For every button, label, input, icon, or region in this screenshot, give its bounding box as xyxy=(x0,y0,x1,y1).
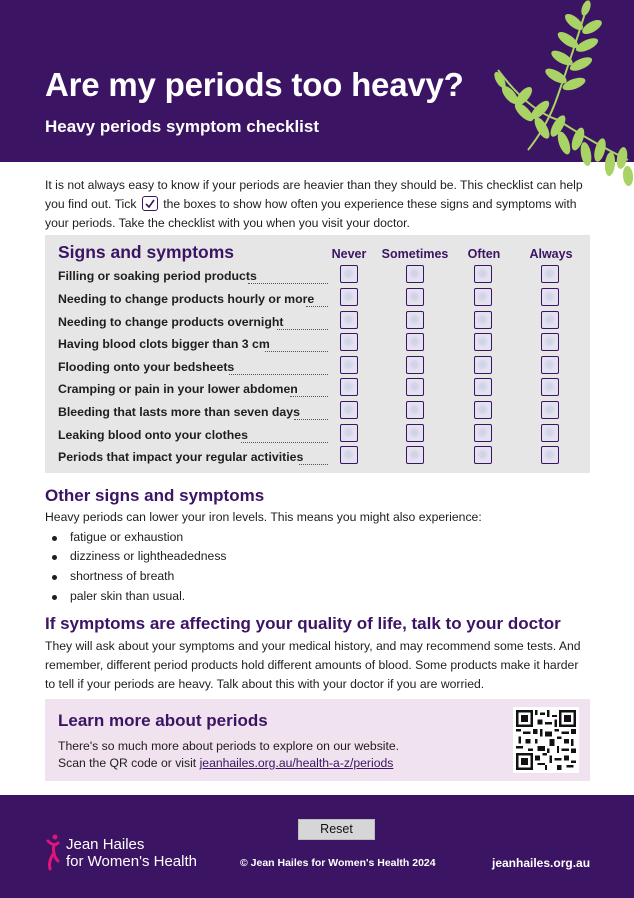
checkbox-row7-always[interactable] xyxy=(541,401,559,419)
checkbox-row4-often[interactable] xyxy=(474,333,492,351)
checkbox-row9-sometimes[interactable] xyxy=(406,446,424,464)
checkbox-row5-sometimes[interactable] xyxy=(406,356,424,374)
quality-of-life-text: They will ask about your symptoms and your medical history, and may recommend some tests. And remember, different period products hold different amounts of blood. Some products make it harder to tell if your periods are heavy. Talk about this with your doctor if you are worried. xyxy=(45,639,581,691)
page-title: Are my periods too heavy? xyxy=(45,66,464,103)
list-item: fatigue or exhaustion xyxy=(52,530,183,544)
checkbox-row9-always[interactable] xyxy=(541,446,559,464)
intro-text-2: the boxes to show how often you experience these signs and symptoms with your periods. Take the checklist with you when you visit your doctor. xyxy=(45,197,577,230)
checkbox-row8-always[interactable] xyxy=(541,424,559,442)
list-item: dizziness or lightheadedness xyxy=(52,549,227,563)
checkbox-row3-often[interactable] xyxy=(474,311,492,329)
checklist-title: Signs and symptoms xyxy=(58,242,235,262)
learn-more-panel xyxy=(45,699,590,781)
column-header-often: Often xyxy=(467,247,501,261)
checkbox-row4-sometimes[interactable] xyxy=(406,333,424,351)
checkbox-row5-never[interactable] xyxy=(340,356,358,374)
checkbox-row6-never[interactable] xyxy=(340,378,358,396)
intro-paragraph xyxy=(45,176,595,233)
symptom-label: Flooding onto your bedsheets xyxy=(58,360,235,374)
symptom-label: Needing to change products hourly or more xyxy=(58,292,315,306)
checkbox-row3-always[interactable] xyxy=(541,311,559,329)
checkbox-row3-never[interactable] xyxy=(340,311,358,329)
checkbox-row1-always[interactable] xyxy=(541,265,559,283)
checkbox-row8-often[interactable] xyxy=(474,424,492,442)
other-signs-text: Heavy periods can lower your iron levels. This means you might also experience: xyxy=(45,510,482,524)
checkbox-row1-sometimes[interactable] xyxy=(406,265,424,283)
symptom-label: Bleeding that lasts more than seven days xyxy=(58,405,300,419)
periods-link[interactable]: jeanhailes.org.au/health-a-z/periods xyxy=(199,756,394,770)
website-link[interactable]: jeanhailes.org.au xyxy=(492,856,591,870)
checkbox-row2-sometimes[interactable] xyxy=(406,288,424,306)
checkbox-row5-always[interactable] xyxy=(541,356,559,374)
symptom-label: Leaking blood onto your clothes xyxy=(58,428,248,442)
checkbox-row4-never[interactable] xyxy=(340,333,358,351)
checkbox-row7-never[interactable] xyxy=(340,401,358,419)
list-item: paler skin than usual. xyxy=(52,589,185,603)
leader-dots xyxy=(248,283,328,284)
symptom-label: Periods that impact your regular activities xyxy=(58,450,304,464)
symptom-label: Filling or soaking period products xyxy=(58,269,257,283)
checkbox-row5-often[interactable] xyxy=(474,356,492,374)
checkbox-row1-often[interactable] xyxy=(474,265,492,283)
qr-code xyxy=(513,707,579,773)
checkbox-row7-often[interactable] xyxy=(474,401,492,419)
column-header-sometimes: Sometimes xyxy=(381,247,449,261)
checkbox-row9-never[interactable] xyxy=(340,446,358,464)
copyright-text: © Jean Hailes for Women's Health 2024 xyxy=(240,857,436,869)
leader-dots xyxy=(265,351,328,352)
checkbox-row7-sometimes[interactable] xyxy=(406,401,424,419)
checkbox-row8-sometimes[interactable] xyxy=(406,424,424,442)
learn-more-text xyxy=(58,738,399,772)
checkbox-row6-sometimes[interactable] xyxy=(406,378,424,396)
learn-more-line2: Scan the QR code or visit jeanhailes.org.au/health-a-z/periods xyxy=(58,756,394,770)
symptom-label: Having blood clots bigger than 3 cm xyxy=(58,337,270,351)
leader-dots xyxy=(290,396,328,397)
intro-text-1: It is not always easy to know if your periods are heavier than they should be. This checklist can help you find out. Tick xyxy=(45,178,583,211)
checkbox-row2-often[interactable] xyxy=(474,288,492,306)
leader-dots xyxy=(294,419,328,420)
leader-dots xyxy=(277,329,328,330)
leader-dots xyxy=(241,442,328,443)
list-item: shortness of breath xyxy=(52,569,174,583)
learn-more-heading: Learn more about periods xyxy=(58,711,268,730)
fern-leaves-icon xyxy=(488,0,634,162)
header-banner xyxy=(0,0,634,162)
symptom-checklist xyxy=(45,235,590,473)
leader-dots xyxy=(299,464,328,465)
tick-example-icon xyxy=(142,196,158,211)
page-subtitle: Heavy periods symptom checklist xyxy=(45,117,320,136)
column-header-always: Always xyxy=(529,247,573,261)
reset-button[interactable]: Reset xyxy=(298,819,375,840)
other-signs-heading: Other signs and symptoms xyxy=(45,486,265,505)
leader-dots xyxy=(306,306,328,307)
checkbox-row2-never[interactable] xyxy=(340,288,358,306)
learn-more-line1: There's so much more about periods to explore on our website. xyxy=(58,739,400,753)
symptom-label: Needing to change products overnight xyxy=(58,315,284,329)
logo-text-line1: Jean Hailes xyxy=(66,836,145,853)
leader-dots xyxy=(229,374,328,375)
checkbox-row3-sometimes[interactable] xyxy=(406,311,424,329)
logo-text-line2: for Women's Health xyxy=(66,853,197,870)
checkbox-row9-often[interactable] xyxy=(474,446,492,464)
checkbox-row2-always[interactable] xyxy=(541,288,559,306)
checkbox-row1-never[interactable] xyxy=(340,265,358,283)
checkbox-row6-always[interactable] xyxy=(541,378,559,396)
checkbox-row6-often[interactable] xyxy=(474,378,492,396)
checkbox-row8-never[interactable] xyxy=(340,424,358,442)
checkbox-row4-always[interactable] xyxy=(541,333,559,351)
column-header-never: Never xyxy=(331,247,367,261)
quality-of-life-heading: If symptoms are affecting your quality of life, talk to your doctor xyxy=(45,614,561,633)
symptom-label: Cramping or pain in your lower abdomen xyxy=(58,382,298,396)
